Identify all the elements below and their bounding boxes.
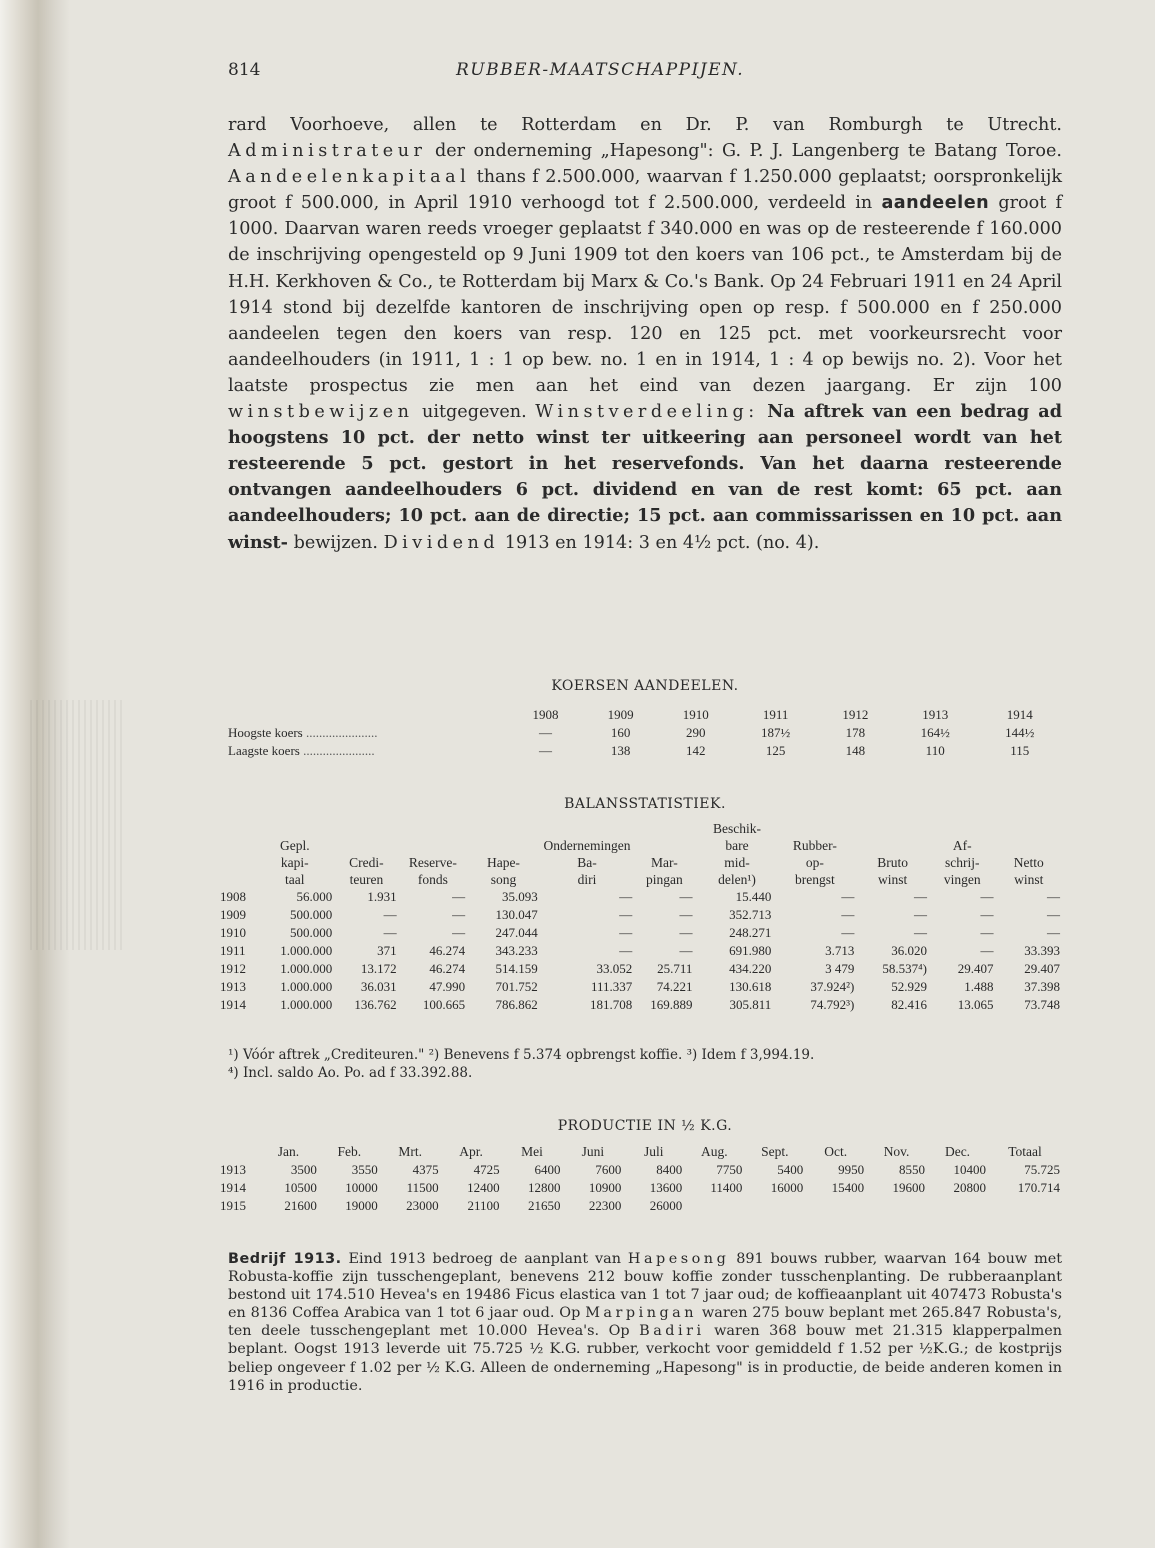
balans-cell: — — [679, 907, 693, 922]
month-header: Oct. — [824, 1144, 848, 1159]
koersen-value: 290 — [686, 725, 706, 740]
productie-cell: 4375 — [412, 1162, 439, 1177]
month-header: Mrt. — [398, 1144, 423, 1159]
balans-cell: — — [619, 925, 633, 940]
balans-cell: 74.792³) — [810, 997, 855, 1012]
row-label-text: Hoogste koers — [228, 725, 303, 740]
productie-cell: 10400 — [953, 1162, 986, 1177]
koersen-value: 178 — [845, 725, 866, 740]
balans-cell: — — [914, 907, 928, 922]
productie-cell: 13600 — [649, 1180, 683, 1195]
balans-row — [218, 996, 1062, 1014]
productie-row — [218, 1161, 1062, 1179]
balans-column-header: Ondernemingen — [543, 837, 631, 853]
text-run: groot f 1000. Daarvan waren reeds vroeger geplaatst f 340.000 en was op de resteerende f 160.000 de inschrijving opengesteld op 9 Juni 1909 tot den koers van 106 pct., te Amsterdam bij de H.H. Kerkhoven & Co., te Rotterdam bij Marx & Co.'s Bank. Op 24 Februari 1911 en 24 April 1914 stond bij dezelfde kantoren de inschrijving open op resp. f 500.000 en f 250.000 aandeelen tegen den koers van resp. 120 en 125 pct. met voorkeursrecht voor aandeelhouders (in 1911, 1 : 1 op bew. no. 1 en in 1914, 1 : 4 op bewijs no. 2). Voor het laatste prospectus zie men aan het eind van dezen jaargang. Er zijn 100 — [228, 193, 1062, 396]
balans-cell: — — [980, 925, 994, 940]
balans-cell: — — [679, 925, 693, 940]
year-header: 1908 — [532, 707, 559, 722]
balans-cell: — — [452, 925, 466, 940]
balans-cell: 130.047 — [495, 907, 538, 922]
balans-cell: — — [619, 889, 633, 904]
balans-column-header — [399, 837, 468, 854]
balans-column-header — [929, 820, 995, 837]
productie-cell: 22300 — [588, 1198, 622, 1213]
productie-row — [218, 1179, 1062, 1197]
productie-cell: 19000 — [345, 1198, 378, 1213]
balans-column-header: bare — [725, 837, 749, 853]
balans-column-header: Ba- — [577, 854, 597, 870]
productie-cell: 5400 — [777, 1162, 804, 1177]
balans-column-header: Rubber- — [792, 837, 837, 853]
koersen-value: 187½ — [760, 725, 791, 740]
leader-dots: ...................... — [302, 725, 378, 740]
year-header: 1914 — [1006, 707, 1033, 722]
winstverdeeling-label: Winstverdeeling: — [535, 402, 759, 423]
koersen-value: — — [539, 725, 553, 740]
balans-column-header — [334, 837, 398, 854]
year-header: 1913 — [922, 707, 949, 722]
balans-row — [218, 924, 1062, 942]
balans-cell: 111.337 — [590, 979, 633, 994]
bedrijf-label: Bedrijf 1913. — [228, 1251, 342, 1267]
balans-header-row — [218, 854, 1062, 871]
balans-column-header — [467, 820, 540, 837]
productie-cell: 3500 — [290, 1162, 317, 1177]
balans-cell: — — [841, 925, 855, 940]
text-run: bewijzen. — [293, 532, 378, 553]
balans-cell: 247.044 — [495, 925, 538, 940]
balans-year: 1910 — [220, 925, 246, 940]
balans-column-header — [856, 837, 929, 854]
balans-column-header — [773, 820, 856, 837]
balans-cell: 74.221 — [656, 979, 693, 994]
balans-column-header — [467, 837, 540, 854]
balans-column-header — [399, 820, 468, 837]
balans-column-header: taal — [285, 871, 305, 887]
koersen-table — [228, 706, 1062, 760]
balans-cell: — — [679, 943, 693, 958]
productie-cell: 10900 — [588, 1180, 622, 1195]
balans-column-header: delen¹) — [718, 871, 756, 887]
balans-column-header: Reserve- — [408, 854, 457, 870]
balans-column-header: mid- — [724, 854, 750, 870]
month-header: Mei — [521, 1144, 543, 1159]
balans-column-header — [634, 820, 694, 837]
koersen-value: 138 — [610, 743, 631, 758]
balans-row — [218, 942, 1062, 960]
balans-cell: 1.000.000 — [280, 997, 333, 1012]
balans-cell: 33.393 — [1024, 943, 1060, 958]
balans-footnotes — [228, 1046, 1062, 1082]
productie-cell: 6400 — [534, 1162, 561, 1177]
balans-cell: 29.407 — [1024, 961, 1060, 976]
company-description — [228, 112, 1062, 556]
balans-row — [218, 960, 1062, 978]
text-run: 1913 en 1914: 3 en 4½ pct. (no. 4). — [504, 532, 820, 553]
balans-cell: 29.407 — [957, 961, 994, 976]
balans-column-header — [634, 837, 694, 854]
text-run: der onderneming „Hapesong": G. P. J. Langenberg te Batang Toroe. — [434, 141, 1063, 162]
balans-year: 1913 — [220, 979, 246, 994]
productie-cell — [866, 1197, 927, 1215]
month-header: Dec. — [944, 1144, 971, 1159]
productie-cell: 3550 — [351, 1162, 378, 1177]
productie-cell: 21650 — [527, 1198, 561, 1213]
productie-corner — [218, 1143, 258, 1161]
productie-cell: 21600 — [284, 1198, 317, 1213]
productie-cell: 8550 — [899, 1162, 926, 1177]
productie-cell: 20800 — [953, 1180, 986, 1195]
balans-row — [218, 978, 1062, 996]
productie-cell: 21100 — [467, 1198, 500, 1213]
balans-column-header: diri — [577, 871, 597, 887]
balans-year: 1909 — [220, 907, 246, 922]
balans-column-header: op- — [805, 854, 824, 870]
year-header: 1910 — [682, 707, 709, 722]
balans-cell: 1.000.000 — [280, 979, 333, 994]
month-header: Sept. — [761, 1144, 789, 1159]
productie-cell: 7750 — [716, 1162, 743, 1177]
balans-cell: 691.980 — [729, 943, 772, 958]
text-run: uitgegeven. — [422, 402, 527, 423]
text-run: waren 275 bouw beplant met 265.847 Robusta's, ten deele tusschengeplant met 10.000 Hevea's. Op — [228, 1305, 1062, 1340]
balans-cell: 37.924²) — [810, 979, 855, 994]
productie-table — [218, 1143, 1062, 1215]
balans-cell: 36.031 — [360, 979, 397, 994]
balans-column-header: vingen — [943, 871, 981, 887]
winstverdeeling-text: Na aftrek van een bedrag ad hoogstens 10 pct. der netto winst ter uitkeering aan personeel wordt van het resteerende 5 pct. gestort in het reservefonds. Van het daarna resteerende ontvangen aandeelhouders 6 pct. dividend en van de rest komt: 65 pct. aan aandeelhouders; 10 pct. aan de directie; 15 pct. aan commissarissen en 10 pct. aan winst- — [228, 401, 1063, 553]
productie-year: 1915 — [220, 1198, 246, 1213]
balans-column-header — [218, 854, 255, 871]
text-run: 891 bouws rubber, waarvan 164 bouw met Robusta-koffie zijn tusschengeplant, benevens 212 bouw koffie zonder tusschenplanting. De rubberaanplant bestond uit 174.510 Hevea's en 19486 Ficus elastica van 1 tot 7 jaar oud; de koffieaanplant uit 407473 Robusta's en 8136 Coffea Arabica van 1 tot 6 jaar oud. Op — [228, 1251, 1063, 1322]
balans-row — [218, 888, 1062, 906]
koersen-value: 125 — [765, 743, 786, 758]
balans-cell: 33.052 — [596, 961, 633, 976]
productie-cell: 8400 — [656, 1162, 683, 1177]
balans-column-header — [334, 820, 398, 837]
productie-cell — [988, 1197, 1062, 1215]
balans-header-row — [218, 871, 1062, 888]
productie-header-row — [218, 1143, 1062, 1161]
winstbewijzen-label: winstbewijzen — [228, 402, 414, 423]
balans-column-header: Hape- — [486, 854, 520, 870]
productie-year: 1913 — [220, 1162, 246, 1177]
balans-cell: — — [1047, 907, 1060, 922]
balans-column-header — [540, 820, 634, 837]
balans-cell: 35.093 — [502, 889, 538, 904]
balans-column-header — [218, 820, 255, 837]
month-header: Nov. — [883, 1144, 910, 1159]
koersen-title: KOERSEN AANDEELEN. — [551, 678, 739, 694]
balans-year: 1908 — [220, 889, 246, 904]
balans-cell: 100.665 — [422, 997, 466, 1012]
productie-title: PRODUCTIE IN ½ K.G. — [557, 1118, 733, 1134]
balans-year: 1912 — [220, 961, 246, 976]
balans-cell: — — [980, 889, 994, 904]
year-header: 1909 — [607, 707, 634, 722]
balans-cell: 500.000 — [290, 907, 333, 922]
balans-cell: — — [1047, 889, 1060, 904]
balans-cell: 248.271 — [729, 925, 772, 940]
koersen-value: 115 — [1010, 743, 1030, 758]
balans-year: 1911 — [220, 943, 246, 958]
balans-cell: — — [980, 907, 994, 922]
koersen-value: — — [539, 743, 553, 758]
balans-column-header — [856, 820, 929, 837]
dividend-label: Dividend — [383, 532, 500, 553]
balans-cell: 56.000 — [296, 889, 333, 904]
productie-cell: 12400 — [467, 1180, 500, 1195]
balans-cell: — — [452, 907, 466, 922]
balans-cell: 82.416 — [891, 997, 928, 1012]
productie-cell: 12800 — [527, 1180, 561, 1195]
badiri-label: Badiri — [639, 1323, 705, 1340]
productie-cell: 16000 — [770, 1180, 804, 1195]
bedrijf-paragraph — [228, 1250, 1062, 1395]
balans-column-header: Gepl. — [279, 837, 310, 853]
balans-header-row — [218, 837, 1062, 854]
balans-cell: — — [679, 889, 693, 904]
page-header — [228, 58, 1058, 88]
month-header: Feb. — [337, 1144, 362, 1159]
koersen-corner — [228, 706, 508, 724]
year-header: 1911 — [762, 707, 789, 722]
description-paragraph — [228, 112, 1062, 556]
balans-column-header — [995, 837, 1062, 854]
balans-cell: — — [841, 889, 855, 904]
balans-cell: 130.618 — [729, 979, 772, 994]
balans-cell: 1.000.000 — [280, 943, 333, 958]
productie-cell: 170.714 — [1017, 1180, 1060, 1195]
balans-column-header — [995, 820, 1062, 837]
row-label-text: Laagste koers — [228, 743, 300, 758]
balans-column-header: Credi- — [349, 854, 384, 870]
balans-cell: 343.233 — [495, 943, 538, 958]
balans-cell: 136.762 — [354, 997, 397, 1012]
balans-cell: — — [383, 925, 397, 940]
balans-cell: 434.220 — [729, 961, 772, 976]
koersen-year-row — [228, 706, 1062, 724]
balans-cell: 15.440 — [735, 889, 772, 904]
balans-cell: 37.398 — [1024, 979, 1060, 994]
balans-cell: — — [619, 943, 633, 958]
balans-cell: — — [1047, 925, 1060, 940]
productie-cell: 10500 — [284, 1180, 317, 1195]
balans-cell: 352.713 — [729, 907, 772, 922]
footnote-line: ⁴) Incl. saldo Ao. Po. ad f 33.392.88. — [228, 1065, 473, 1081]
aandeelenkapitaal-label: Aandeelenkapitaal — [228, 167, 471, 188]
koersen-value: 148 — [845, 743, 866, 758]
balans-year: 1914 — [220, 997, 246, 1012]
balans-cell: 169.889 — [650, 997, 693, 1012]
productie-cell — [805, 1197, 866, 1215]
balans-table — [218, 820, 1062, 1014]
balans-cell: — — [383, 907, 397, 922]
aandeelen-label: aandeelen — [881, 193, 990, 214]
koersen-row-label — [228, 742, 508, 760]
koersen-row — [228, 724, 1062, 742]
balans-cell: 371 — [377, 943, 397, 958]
productie-cell: 23000 — [406, 1198, 439, 1213]
productie-cell: 4725 — [473, 1162, 500, 1177]
balans-cell: 514.159 — [495, 961, 538, 976]
balans-column-header: schrij- — [944, 854, 980, 870]
balans-column-header — [255, 820, 334, 837]
balans-column-header: fonds — [417, 871, 448, 887]
balans-column-header: kapi- — [280, 854, 309, 870]
balans-cell: 1.000.000 — [280, 961, 333, 976]
koersen-value: 144½ — [1005, 725, 1035, 740]
balans-cell: 1.488 — [964, 979, 994, 994]
productie-cell: 7600 — [595, 1162, 622, 1177]
koersen-row — [228, 742, 1062, 760]
month-header: Apr. — [459, 1144, 483, 1159]
balans-cell: 36.020 — [891, 943, 928, 958]
month-header: Totaal — [1008, 1144, 1042, 1159]
hapesong-label: Hapesong — [627, 1251, 730, 1267]
balans-column-header: Netto — [1013, 854, 1044, 870]
balans-cell: 500.000 — [290, 925, 333, 940]
balans-cell: 13.065 — [957, 997, 994, 1012]
balans-column-header: Beschik- — [712, 820, 761, 836]
productie-cell: 15400 — [831, 1180, 865, 1195]
productie-cell: 9950 — [838, 1162, 865, 1177]
balans-column-header: Mar- — [650, 854, 678, 870]
productie-cell: 75.725 — [1024, 1162, 1060, 1177]
balans-column-header: teuren — [349, 871, 384, 887]
balans-cell: 52.929 — [891, 979, 928, 994]
balans-cell: — — [980, 943, 994, 958]
productie-cell: 11500 — [406, 1180, 439, 1195]
productie-cell: 26000 — [649, 1198, 683, 1213]
footnote-line: ¹) Vóór aftrek „Crediteuren." ²) Benevens f 5.374 opbrengst koffie. ³) Idem f 3,994.19. — [228, 1047, 815, 1063]
productie-row — [218, 1197, 1062, 1215]
balans-row — [218, 906, 1062, 924]
balans-column-header: pingan — [645, 871, 683, 887]
balans-column-header: brengst — [794, 871, 835, 887]
bedrijf-section — [228, 1250, 1062, 1395]
balans-header-row — [218, 820, 1062, 837]
koersen-row-label — [228, 724, 508, 742]
productie-cell — [684, 1197, 744, 1215]
koersen-value: 164½ — [920, 725, 950, 740]
productie-year: 1914 — [220, 1180, 246, 1195]
balans-column-header — [218, 837, 255, 854]
balans-cell: — — [914, 889, 928, 904]
balans-column-header: winst — [878, 871, 908, 887]
koersen-value: 142 — [686, 743, 706, 758]
leader-dots: ...................... — [299, 743, 375, 758]
page-number: 814 — [228, 60, 261, 80]
balans-cell: 73.748 — [1024, 997, 1060, 1012]
productie-cell: 11400 — [710, 1180, 743, 1195]
month-header: Jan. — [277, 1144, 300, 1159]
month-header: Juni — [581, 1144, 605, 1159]
balans-column-header: song — [490, 871, 517, 887]
month-header: Aug. — [700, 1144, 728, 1159]
balans-cell: 786.862 — [495, 997, 538, 1012]
balans-cell: — — [914, 925, 928, 940]
balans-cell: 47.990 — [429, 979, 466, 994]
marpingan-label: Marpingan — [585, 1305, 698, 1322]
balans-cell: 46.274 — [429, 961, 466, 976]
text-run: thans f 2.500.000, waarvan f 1.250.000 geplaatst; oorspronkelijk groot f 500.000, in April 1910 verhoogd tot f 2.500.000, verdeeld in — [228, 167, 1063, 214]
balans-cell: 701.752 — [495, 979, 538, 994]
month-header: Juli — [644, 1144, 664, 1159]
balans-cell: 46.274 — [429, 943, 466, 958]
text-run: waren 368 bouw met 21.315 klapperpalmen beplant. Oogst 1913 leverde uit 75.725 ½ K.G. rubber, verkocht voor gemiddeld f 1.52 per ½K.G.; de kostprijs beliep ongeveer f 1.02 per ½ K.G. Alleen de onderneming „Hapesong" is in productie, de beide anderen komen in 1916 in productie. — [228, 1323, 1062, 1394]
balans-cell: — — [841, 907, 855, 922]
productie-cell — [927, 1197, 988, 1215]
productie-cell — [744, 1197, 805, 1215]
balans-cell: 181.708 — [589, 997, 633, 1012]
balans-cell: 25.711 — [657, 961, 693, 976]
text-run: Eind 1913 bedroeg de aanplant van — [348, 1251, 621, 1267]
balans-cell: — — [452, 889, 466, 904]
koersen-value: 160 — [610, 725, 631, 740]
balans-column-header — [218, 871, 255, 888]
koersen-value: 110 — [925, 743, 945, 758]
balans-cell: — — [619, 907, 633, 922]
balans-column-header: Bruto — [877, 854, 909, 870]
year-header: 1912 — [842, 707, 869, 722]
balans-cell: 13.172 — [360, 961, 397, 976]
balans-cell: 1.931 — [367, 889, 397, 904]
balans-title: BALANSSTATISTIEK. — [564, 796, 726, 812]
balans-cell: 58.537⁴) — [882, 961, 928, 976]
balans-cell: 3 479 — [825, 961, 855, 976]
productie-cell: 10000 — [345, 1180, 378, 1195]
balans-cell: 3.713 — [825, 943, 855, 958]
running-title: RUBBER-MAATSCHAPPIJEN. — [456, 60, 745, 80]
text-run: rard Voorhoeve, allen te Rotterdam en Dr. P. van Romburgh te Utrecht. — [228, 115, 1062, 135]
administrateur-label: Administrateur — [228, 141, 427, 162]
balans-column-header: winst — [1014, 871, 1044, 887]
productie-cell: 19600 — [892, 1180, 926, 1195]
balans-cell: 305.811 — [729, 997, 772, 1012]
balans-column-header: Af- — [952, 837, 972, 853]
